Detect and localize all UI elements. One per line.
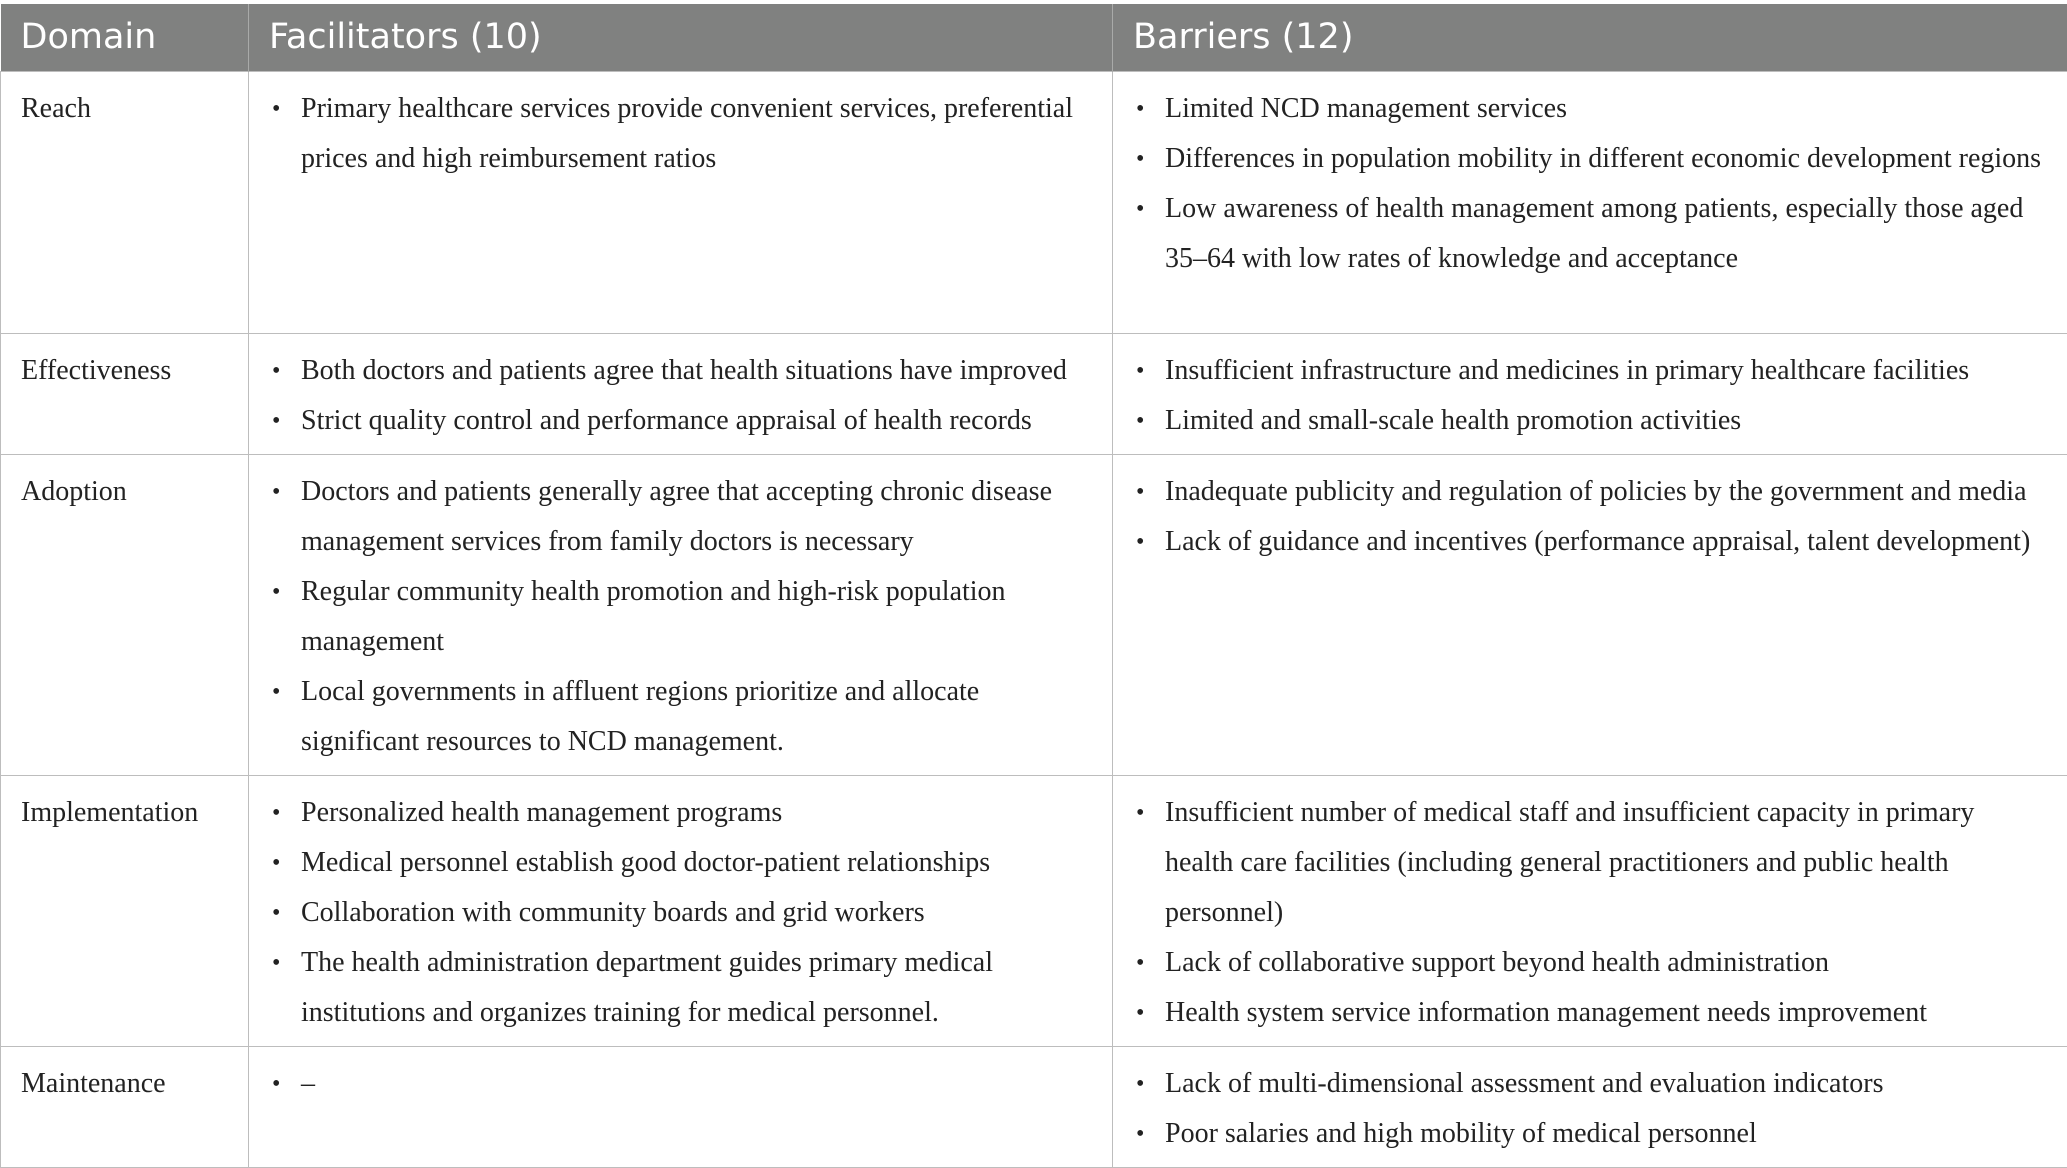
bullet-icon: •	[1136, 134, 1144, 184]
list-item-text: Insufficient number of medical staff and insufficient capacity in primary health care facilities (including general practitioners and public health personnel)	[1165, 797, 1974, 928]
list-item-text: Medical personnel establish good doctor-patient relationships	[301, 847, 990, 878]
bullet-icon: •	[1136, 84, 1144, 134]
header-facilitators: Facilitators (10)	[249, 4, 1113, 71]
domain-cell: Effectiveness	[1, 333, 249, 454]
table-header	[1, 4, 2067, 71]
table-row	[1, 1046, 2067, 1167]
bullet-icon: •	[272, 1059, 280, 1109]
header-domain: Domain	[1, 4, 249, 71]
bullet-icon: •	[1136, 988, 1144, 1038]
facilitators-barriers-table	[0, 4, 2067, 1168]
list-item-text: Personalized health management programs	[301, 797, 782, 828]
barriers-list	[1133, 1059, 2049, 1159]
list-item	[1133, 1109, 2049, 1159]
list-item-text: Limited and small-scale health promotion activities	[1165, 405, 1741, 436]
list-item-text: Both doctors and patients agree that health situations have improved	[301, 355, 1067, 386]
list-item-text: Lack of guidance and incentives (performance appraisal, talent development)	[1165, 526, 2030, 557]
barriers-list	[1133, 788, 2049, 1038]
list-item-text: Insufficient infrastructure and medicines in primary healthcare facilities	[1165, 355, 1969, 386]
bullet-icon: •	[272, 788, 280, 838]
list-item-text: Local governments in affluent regions prioritize and allocate significant resources to NCD management.	[301, 676, 979, 757]
list-item	[269, 567, 1094, 667]
header-barriers: Barriers (12)	[1113, 4, 2067, 71]
list-item-text: Collaboration with community boards and grid workers	[301, 897, 925, 928]
facilitators-list	[269, 788, 1094, 1038]
list-item	[1133, 134, 2049, 184]
list-item	[1133, 1059, 2049, 1109]
list-item	[1133, 346, 2049, 396]
barriers-list	[1133, 84, 2049, 284]
table-row	[1, 333, 2067, 454]
list-item-text: Health system service information management needs improvement	[1165, 997, 1927, 1028]
facilitators-list	[269, 1059, 1094, 1109]
bullet-icon: •	[1136, 788, 1144, 838]
list-item-text: –	[301, 1068, 315, 1099]
list-item	[1133, 84, 2049, 134]
barriers-list	[1133, 346, 2049, 446]
list-item-text: Inadequate publicity and regulation of policies by the government and media	[1165, 476, 2027, 507]
list-item-text: Differences in population mobility in different economic development regions	[1165, 143, 2041, 174]
list-item-text: Low awareness of health management among patients, especially those aged 35–64 with low rates of knowledge and acceptance	[1165, 193, 2023, 274]
domain-cell: Maintenance	[1, 1046, 249, 1167]
list-item-text: Strict quality control and performance appraisal of health records	[301, 405, 1032, 436]
facilitators-list	[269, 84, 1094, 184]
domain-cell: Reach	[1, 71, 249, 333]
list-item-text: Lack of collaborative support beyond health administration	[1165, 947, 1829, 978]
domain-cell: Implementation	[1, 775, 249, 1046]
facilitators-list	[269, 346, 1094, 446]
list-item	[269, 888, 1094, 938]
bullet-icon: •	[1136, 396, 1144, 446]
facilitators-cell	[249, 333, 1113, 454]
table-body	[1, 71, 2067, 1167]
list-item	[1133, 938, 2049, 988]
list-item-text: Poor salaries and high mobility of medical personnel	[1165, 1118, 1757, 1149]
list-item-text: Doctors and patients generally agree that accepting chronic disease management services from family doctors is necessary	[301, 476, 1052, 557]
bullet-icon: •	[1136, 346, 1144, 396]
facilitators-cell	[249, 775, 1113, 1046]
bullet-icon: •	[272, 888, 280, 938]
bullet-icon: •	[1136, 517, 1144, 567]
barriers-cell	[1113, 1046, 2067, 1167]
bullet-icon: •	[1136, 938, 1144, 988]
table-row	[1, 454, 2067, 775]
list-item-text: The health administration department guides primary medical institutions and organizes training for medical personnel.	[301, 947, 993, 1028]
bullet-icon: •	[1136, 184, 1144, 234]
list-item	[1133, 467, 2049, 517]
table-row	[1, 775, 2067, 1046]
bullet-icon: •	[272, 667, 280, 717]
bullet-icon: •	[272, 84, 280, 134]
bullet-icon: •	[272, 396, 280, 446]
table-row	[1, 71, 2067, 333]
list-item-text: Regular community health promotion and high-risk population management	[301, 576, 1006, 657]
barriers-list	[1133, 467, 2049, 567]
bullet-icon: •	[1136, 467, 1144, 517]
list-item	[1133, 184, 2049, 284]
facilitators-cell	[249, 454, 1113, 775]
bullet-icon: •	[272, 938, 280, 988]
re-aim-table	[0, 4, 2067, 1168]
list-item	[269, 346, 1094, 396]
barriers-cell	[1113, 333, 2067, 454]
list-item	[269, 467, 1094, 567]
bullet-icon: •	[272, 567, 280, 617]
list-item	[269, 396, 1094, 446]
list-item	[269, 1059, 1094, 1109]
bullet-icon: •	[272, 838, 280, 888]
facilitators-cell	[249, 71, 1113, 333]
list-item	[1133, 396, 2049, 446]
list-item	[1133, 517, 2049, 567]
list-item	[269, 667, 1094, 767]
domain-cell: Adoption	[1, 454, 249, 775]
barriers-cell	[1113, 71, 2067, 333]
bullet-icon: •	[272, 346, 280, 396]
list-item	[269, 838, 1094, 888]
list-item	[269, 938, 1094, 1038]
list-item-text: Lack of multi-dimensional assessment and evaluation indicators	[1165, 1068, 1883, 1099]
list-item	[1133, 788, 2049, 938]
list-item	[269, 84, 1094, 184]
bullet-icon: •	[1136, 1059, 1144, 1109]
bullet-icon: •	[272, 467, 280, 517]
header-row	[1, 4, 2067, 71]
barriers-cell	[1113, 454, 2067, 775]
facilitators-list	[269, 467, 1094, 767]
list-item	[1133, 988, 2049, 1038]
bullet-icon: •	[1136, 1109, 1144, 1159]
barriers-cell	[1113, 775, 2067, 1046]
list-item	[269, 788, 1094, 838]
facilitators-cell	[249, 1046, 1113, 1167]
list-item-text: Limited NCD management services	[1165, 93, 1567, 124]
list-item-text: Primary healthcare services provide convenient services, preferential prices and high reimbursement ratios	[301, 93, 1073, 174]
